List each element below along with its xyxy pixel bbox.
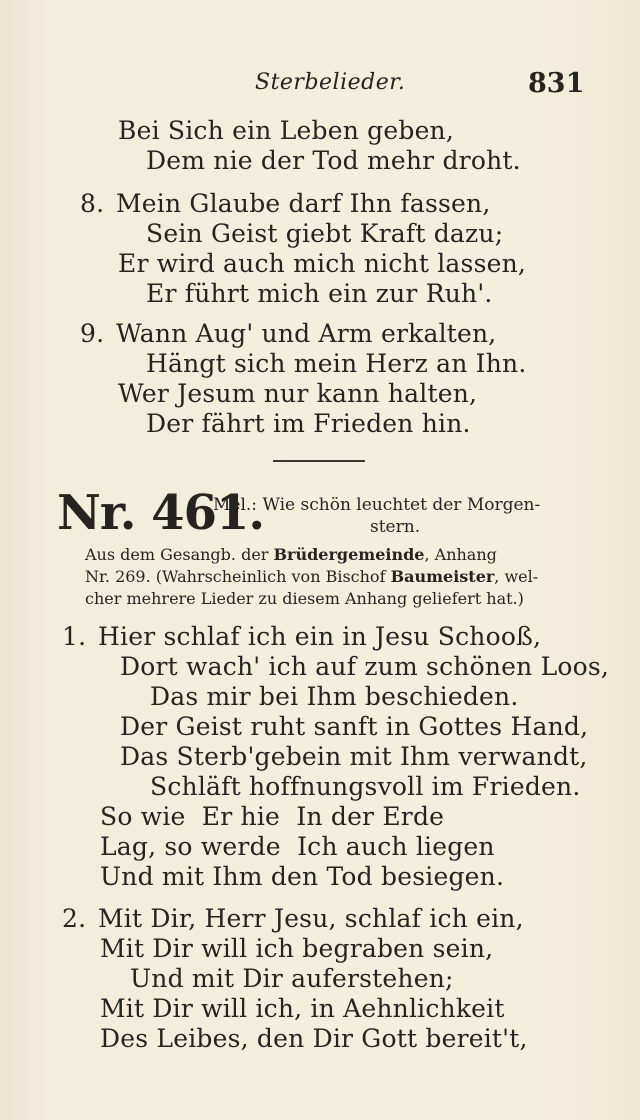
note-bold-text: Baumeister — [390, 567, 495, 586]
running-header-title: Sterbelieder. — [255, 70, 406, 95]
verse-line: Das Sterb'gebein mit Ihm verwandt, — [120, 742, 588, 771]
verse-line: Hängt sich mein Herz an Ihn. — [146, 349, 527, 378]
note-text: Aus dem Gesangb. der — [85, 545, 274, 564]
verse-line: Mein Glaube darf Ihn fassen, — [116, 189, 491, 218]
verse-line: Der fährt im Frieden hin. — [146, 409, 471, 438]
verse-line: Des Leibes, den Dir Gott bereit't, — [100, 1024, 528, 1053]
source-note-line — [85, 566, 538, 588]
verse-line: Er wird auch mich nicht lassen, — [118, 249, 527, 278]
hymn-number-title: Nr. 461. — [57, 485, 265, 541]
source-note-line — [85, 544, 497, 566]
melody-line: Mel.: Wie schön leuchtet der Morgen- — [213, 495, 541, 515]
source-note-line: cher mehrere Lieder zu diesem Anhang geliefert hat.) — [85, 589, 524, 608]
verse-number: 8. — [80, 189, 105, 218]
verse-line: Er führt mich ein zur Ruh'. — [146, 279, 493, 308]
page-number: 831 — [528, 68, 585, 99]
verse-line: Dem nie der Tod mehr droht. — [146, 146, 521, 175]
verse-line: Bei Sich ein Leben geben, — [118, 116, 455, 145]
note-text: , Anhang — [424, 545, 497, 564]
melody-line: stern. — [370, 517, 421, 537]
stanza-number: 1. — [62, 622, 87, 651]
verse-8-first-line — [80, 189, 491, 219]
verse-line: Hier schlaf ich ein in Jesu Schooß, — [98, 622, 542, 651]
verse-line: Sein Geist giebt Kraft dazu; — [146, 219, 504, 248]
note-text: , wel- — [494, 567, 539, 586]
verse-line: Mit Dir, Herr Jesu, schlaf ich ein, — [98, 904, 524, 933]
verse-line: Das mir bei Ihm beschieden. — [150, 682, 519, 711]
verse-line: Dort wach' ich auf zum schönen Loos, — [120, 652, 610, 681]
stanza-number: 2. — [62, 904, 87, 933]
verse-line: Wann Aug' und Arm erkalten, — [116, 319, 497, 348]
verse-line: Und mit Ihm den Tod besiegen. — [100, 862, 505, 891]
verse-line: Mit Dir will ich, in Aehnlichkeit — [100, 994, 505, 1023]
note-text: Nr. 269. (Wahrscheinlich von Bischof — [85, 567, 391, 586]
verse-line: So wie Er hie In der Erde — [100, 802, 445, 831]
stanza-2-first-line — [62, 904, 524, 934]
verse-9-first-line — [80, 319, 496, 349]
verse-line: Der Geist ruht sanft in Gottes Hand, — [120, 712, 589, 741]
verse-line: Und mit Dir auferstehen; — [130, 964, 454, 993]
note-bold-text: Brüdergemeinde — [273, 545, 425, 564]
verse-line: Lag, so werde Ich auch liegen — [100, 832, 495, 861]
stanza-1-first-line — [62, 622, 541, 652]
section-divider — [273, 460, 365, 462]
verse-line: Mit Dir will ich begraben sein, — [100, 934, 494, 963]
verse-line: Wer Jesum nur kann halten, — [118, 379, 478, 408]
verse-number: 9. — [80, 319, 105, 348]
verse-line: Schläft hoffnungsvoll im Frieden. — [150, 772, 581, 801]
